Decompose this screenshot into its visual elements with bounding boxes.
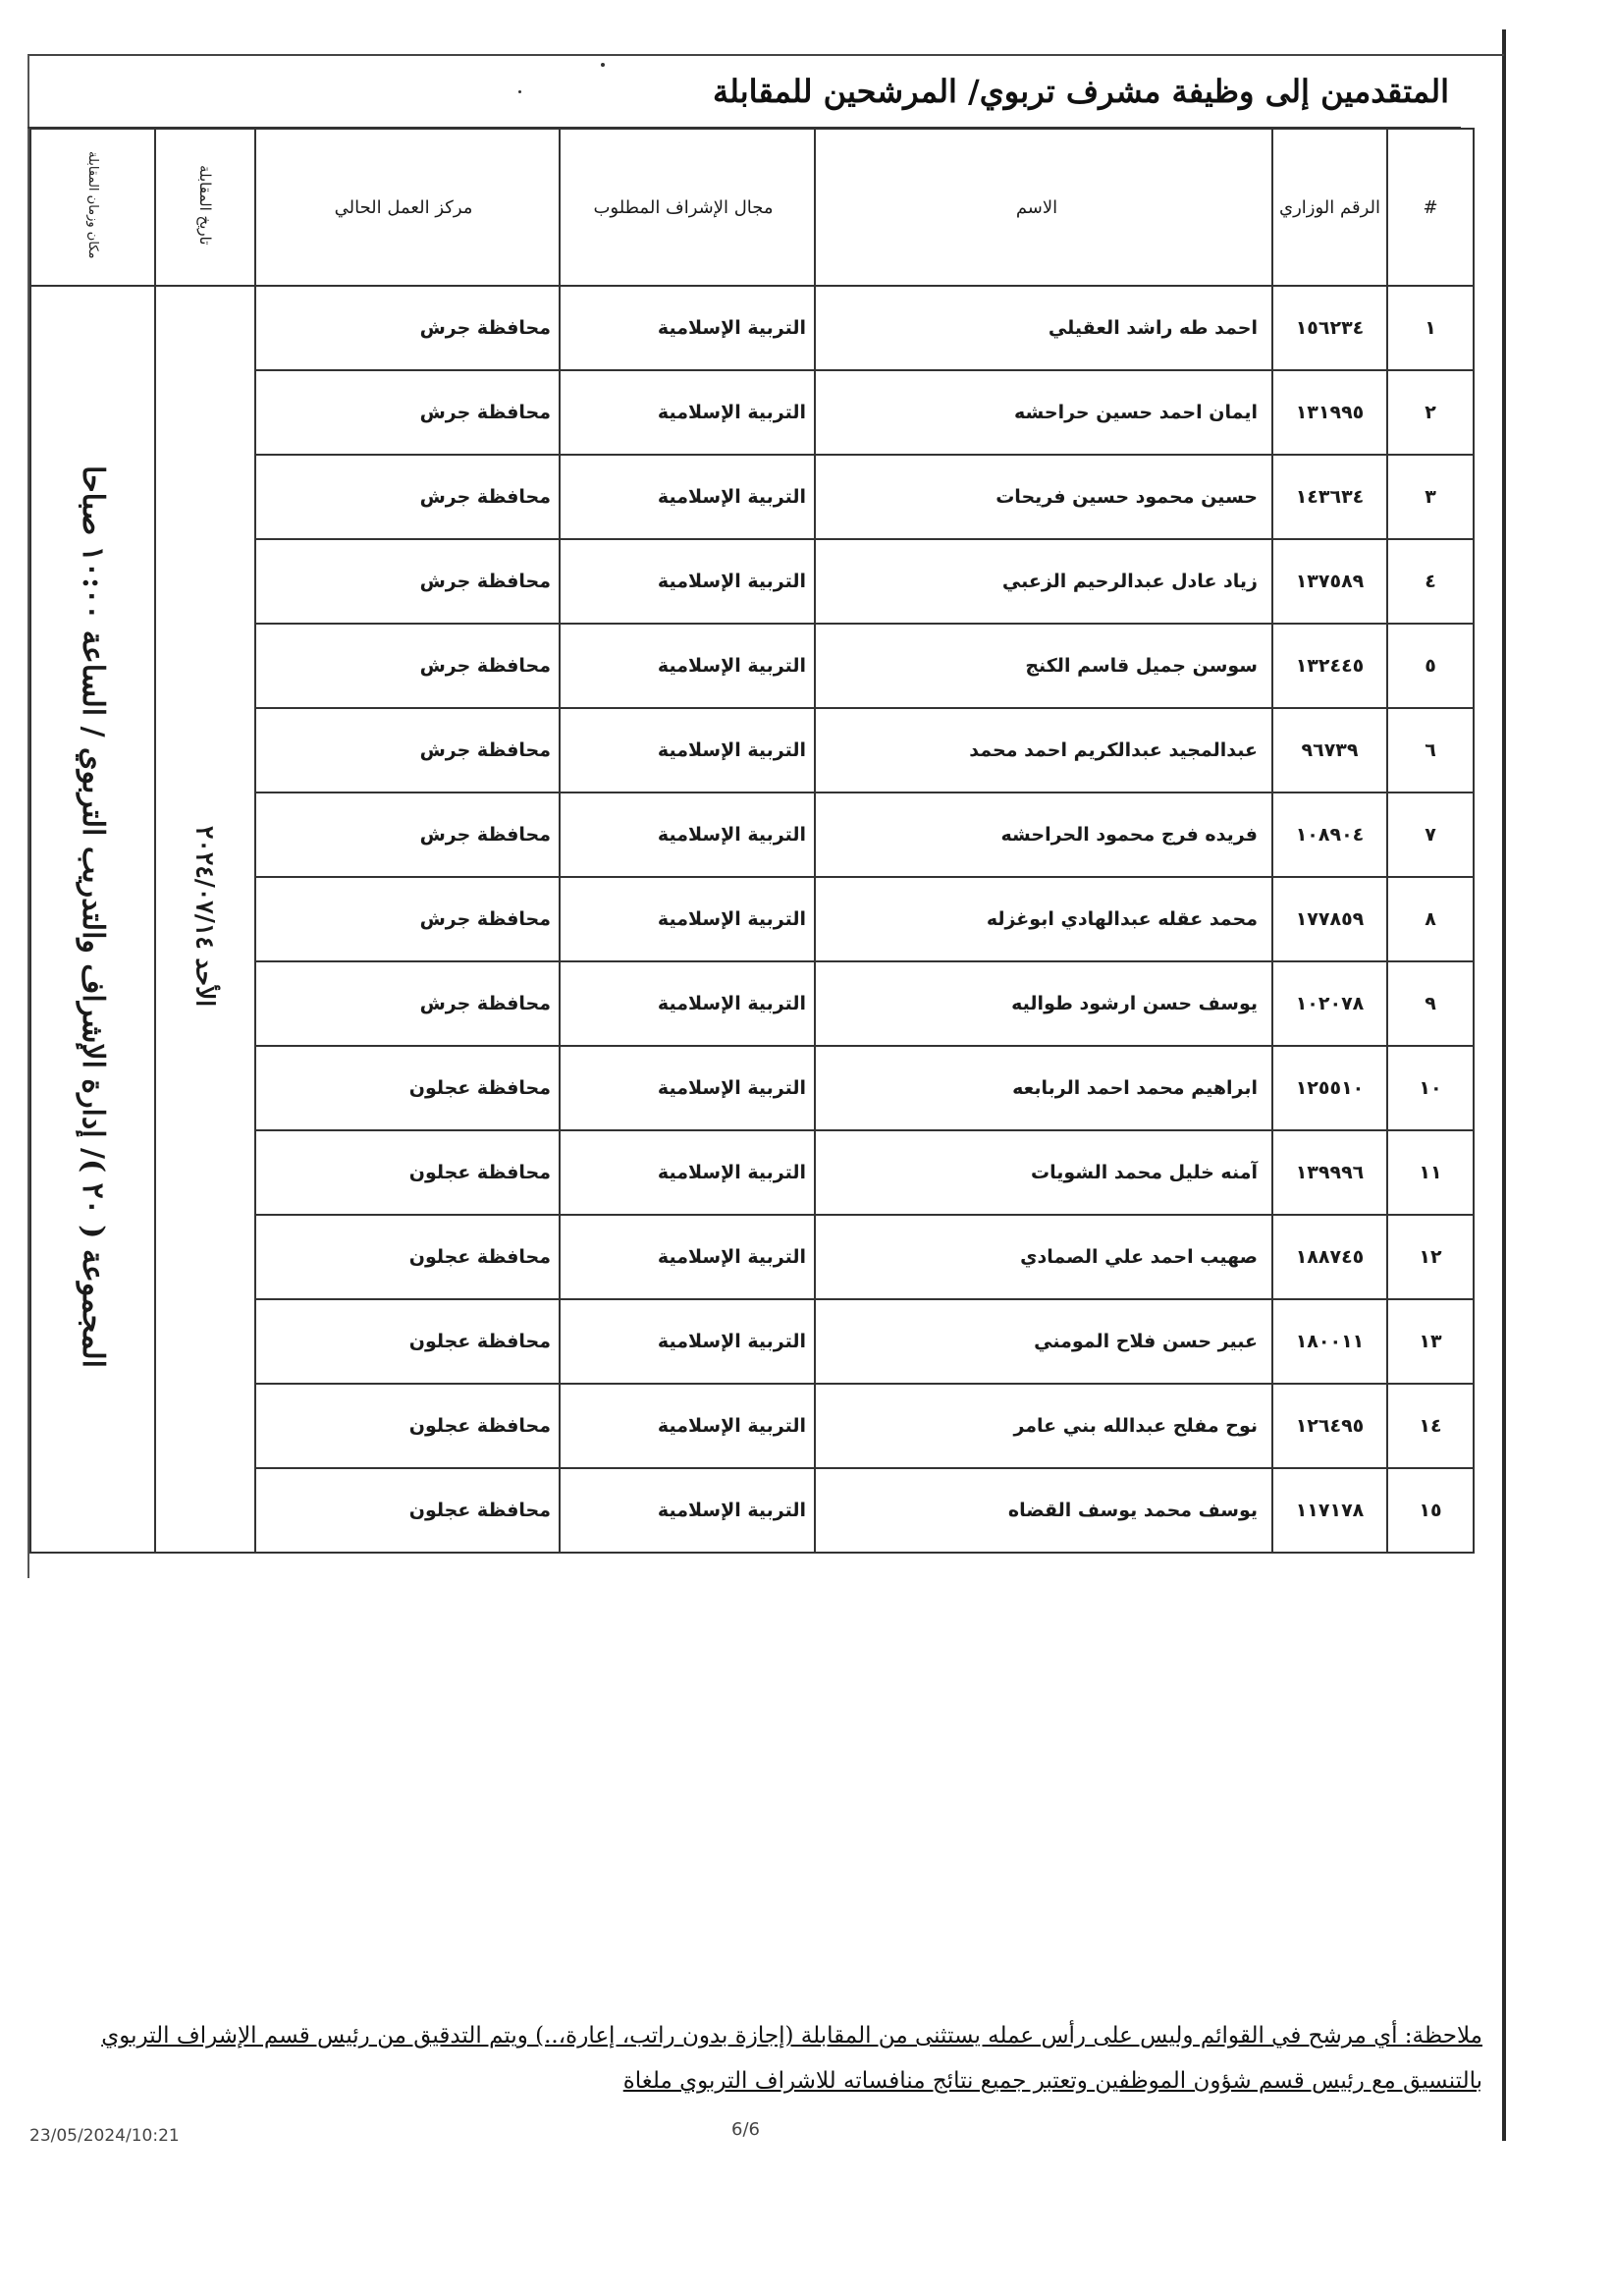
row-supervision-field: التربية الإسلامية	[560, 1215, 815, 1299]
row-workplace: محافظة عجلون	[255, 1468, 560, 1553]
row-name: يوسف حسن ارشود طواليه	[815, 961, 1272, 1046]
row-num: ٦	[1387, 708, 1474, 793]
row-workplace: محافظة جرش	[255, 539, 560, 624]
row-workplace: محافظة جرش	[255, 961, 560, 1046]
interview-date-cell	[155, 286, 255, 1553]
row-workplace: محافظة عجلون	[255, 1299, 560, 1384]
row-supervision-field: التربية الإسلامية	[560, 1130, 815, 1215]
row-name: ابراهيم محمد احمد الربابعه	[815, 1046, 1272, 1130]
header-place: مكان وزمان المقابلة	[85, 150, 100, 259]
header-field: مجال الإشراف المطلوب	[560, 129, 815, 286]
row-workplace: محافظة عجلون	[255, 1130, 560, 1215]
header-date: تاريخ المقابلة	[196, 164, 214, 246]
row-workplace: محافظة جرش	[255, 455, 560, 539]
row-ministerial-number: ١٠٢٠٧٨	[1272, 961, 1387, 1046]
row-ministerial-number: ١٠٨٩٠٤	[1272, 793, 1387, 877]
row-supervision-field: التربية الإسلامية	[560, 1468, 815, 1553]
row-num: ١٢	[1387, 1215, 1474, 1299]
table-row	[30, 286, 1474, 370]
row-supervision-field: التربية الإسلامية	[560, 539, 815, 624]
row-supervision-field: التربية الإسلامية	[560, 708, 815, 793]
row-ministerial-number: ١٢٥٥١٠	[1272, 1046, 1387, 1130]
row-name: فريده فرج محمود الحراحشه	[815, 793, 1272, 877]
row-ministerial-number: ١١٧١٧٨	[1272, 1468, 1387, 1553]
row-supervision-field: التربية الإسلامية	[560, 961, 815, 1046]
row-supervision-field: التربية الإسلامية	[560, 877, 815, 961]
row-ministerial-number: ١٣٩٩٩٦	[1272, 1130, 1387, 1215]
row-num: ٤	[1387, 539, 1474, 624]
row-num: ١	[1387, 286, 1474, 370]
row-num: ٣	[1387, 455, 1474, 539]
row-ministerial-number: ١٣١٩٩٥	[1272, 370, 1387, 455]
row-ministerial-number: ١٣٧٥٨٩	[1272, 539, 1387, 624]
header-ministerial: الرقم الوزاري	[1272, 129, 1387, 286]
candidates-table	[29, 128, 1475, 1554]
row-name: آمنه خليل محمد الشويات	[815, 1130, 1272, 1215]
row-name: محمد عقله عبدالهادي ابوغزله	[815, 877, 1272, 961]
row-num: ١١	[1387, 1130, 1474, 1215]
header-name: الاسم	[815, 129, 1272, 286]
row-name: نوح مفلح عبدالله بني عامر	[815, 1384, 1272, 1468]
header-date-cell	[155, 129, 255, 286]
row-num: ١٥	[1387, 1468, 1474, 1553]
row-name: سوسن جميل قاسم الكنج	[815, 624, 1272, 708]
interview-date: الأحد ٢٠٢٤/٠٧/١٤	[190, 826, 220, 1008]
row-name: احمد طه راشد العقيلي	[815, 286, 1272, 370]
row-ministerial-number: ٩٦٧٣٩	[1272, 708, 1387, 793]
row-ministerial-number: ١٨٨٧٤٥	[1272, 1215, 1387, 1299]
footnote: ملاحظة: أي مرشح في القوائم وليس على رأس عمله يستثنى من المقابلة (إجازة بدون راتب، إعارة،..) ويتم التدقيق من رئيس قسم الإشراف التربوي بالتنسيق مع رئيس قسم شؤون الموظفين وتعتبر جميع نتائج منافساته للاشراف التربوي ملغاة	[101, 2023, 1482, 2094]
header-place-cell	[30, 129, 155, 286]
row-name: عبير حسن فلاح المومني	[815, 1299, 1272, 1384]
row-workplace: محافظة جرش	[255, 286, 560, 370]
row-workplace: محافظة جرش	[255, 370, 560, 455]
row-supervision-field: التربية الإسلامية	[560, 455, 815, 539]
row-num: ٩	[1387, 961, 1474, 1046]
row-num: ٢	[1387, 370, 1474, 455]
row-name: عبدالمجيد عبدالكريم احمد محمد	[815, 708, 1272, 793]
table-body	[30, 286, 1474, 1553]
row-workplace: محافظة عجلون	[255, 1215, 560, 1299]
row-num: ٧	[1387, 793, 1474, 877]
row-workplace: محافظة عجلون	[255, 1384, 560, 1468]
row-ministerial-number: ١٧٧٨٥٩	[1272, 877, 1387, 961]
title-bar	[27, 56, 1461, 129]
row-workplace: محافظة جرش	[255, 624, 560, 708]
row-ministerial-number: ١٥٦٢٣٤	[1272, 286, 1387, 370]
row-workplace: محافظة جرش	[255, 877, 560, 961]
header-workplace: مركز العمل الحالي	[255, 129, 560, 286]
row-supervision-field: التربية الإسلامية	[560, 1299, 815, 1384]
row-name: ايمان احمد حسين حراحشه	[815, 370, 1272, 455]
row-name: حسين محمود حسين فريحات	[815, 455, 1272, 539]
row-supervision-field: التربية الإسلامية	[560, 624, 815, 708]
row-name: زياد عادل عبدالرحيم الزعبي	[815, 539, 1272, 624]
fax-timestamp: 23/05/2024/10:21	[29, 2126, 180, 2146]
row-num: ١٤	[1387, 1384, 1474, 1468]
interview-place-cell	[30, 286, 155, 1553]
page-title: المتقدمين إلى وظيفة مشرف تربوي/ المرشحين للمقابلة	[713, 73, 1449, 110]
row-supervision-field: التربية الإسلامية	[560, 793, 815, 877]
row-name: يوسف محمد يوسف القضاه	[815, 1468, 1272, 1553]
row-supervision-field: التربية الإسلامية	[560, 1384, 815, 1468]
row-ministerial-number: ١٢٦٤٩٥	[1272, 1384, 1387, 1468]
row-supervision-field: التربية الإسلامية	[560, 1046, 815, 1130]
row-num: ١٠	[1387, 1046, 1474, 1130]
header-num: #	[1387, 129, 1474, 286]
row-workplace: محافظة عجلون	[255, 1046, 560, 1130]
row-supervision-field: التربية الإسلامية	[560, 370, 815, 455]
row-ministerial-number: ١٣٢٤٤٥	[1272, 624, 1387, 708]
row-num: ٨	[1387, 877, 1474, 961]
page-number: 6/6	[731, 2119, 760, 2140]
table-header-row	[30, 129, 1474, 286]
row-ministerial-number: ١٤٣٦٣٤	[1272, 455, 1387, 539]
row-num: ٥	[1387, 624, 1474, 708]
row-num: ١٣	[1387, 1299, 1474, 1384]
row-ministerial-number: ١٨٠٠١١	[1272, 1299, 1387, 1384]
interview-place: المجموعة ( ٢٠ )/ إدارة الإشراف والتدريب التربوي / الساعة ١٠:٠٠ صباحا	[76, 465, 110, 1368]
row-workplace: محافظة جرش	[255, 793, 560, 877]
row-workplace: محافظة جرش	[255, 708, 560, 793]
row-name: صهيب احمد علي الصمادي	[815, 1215, 1272, 1299]
row-supervision-field: التربية الإسلامية	[560, 286, 815, 370]
